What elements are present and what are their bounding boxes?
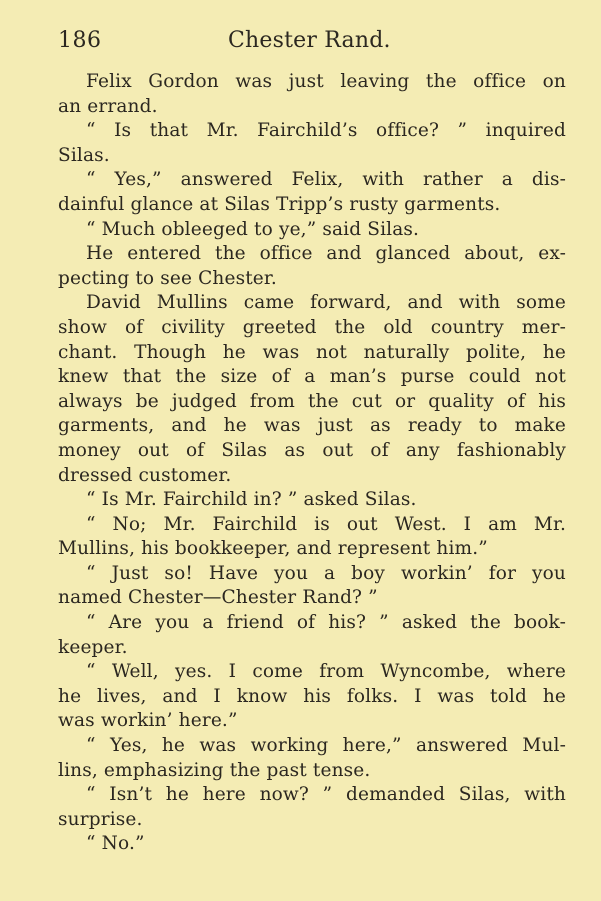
text-line: David Mullins came forward, and with some	[86, 292, 566, 314]
page-header	[58, 28, 566, 58]
text-line: show of civility greeted the old country mer-	[58, 316, 566, 338]
text-line: was workin’ here.”	[58, 710, 238, 732]
text-line: “ Is that Mr. Fairchild’s office? ” inquired	[86, 120, 566, 142]
text-line: dainful glance at Silas Tripp’s rusty garments.	[58, 193, 501, 215]
text-line: “ Is Mr. Fairchild in? ” asked Silas.	[86, 489, 417, 511]
text-line: keeper.	[58, 636, 128, 658]
text-line: Mullins, his bookkeeper, and represent him.”	[58, 538, 488, 560]
text-line: Silas.	[58, 144, 110, 166]
text-line: money out of Silas as out of any fashionably	[58, 439, 566, 461]
text-line: dressed customer.	[58, 464, 232, 486]
text-line: “ Well, yes. I come from Wyncombe, where	[86, 661, 566, 683]
page-number: 186	[58, 28, 102, 53]
text-line: “ Are you a friend of his? ” asked the book-	[86, 612, 566, 634]
text-line: “ No.”	[86, 833, 145, 855]
text-line: “ Yes, he was working here,” answered Mul-	[86, 735, 566, 757]
text-line: “ Just so! Have you a boy workin’ for you	[86, 562, 566, 584]
text-line: He entered the office and glanced about, ex-	[86, 243, 566, 265]
text-line: “ Isn’t he here now? ” demanded Silas, with	[86, 784, 566, 806]
text-line: Felix Gordon was just leaving the office on	[86, 71, 566, 92]
text-line: lins, emphasizing the past tense.	[58, 759, 371, 781]
text-line: garments, and he was just as ready to make	[58, 415, 566, 437]
text-line: an errand.	[58, 95, 158, 117]
text-line: named Chester—Chester Rand? ”	[58, 587, 378, 609]
text-line: “ Much obleeged to ye,” said Silas.	[86, 218, 420, 240]
text-line: pecting to see Chester.	[58, 267, 277, 289]
text-line: surprise.	[58, 808, 143, 830]
text-line: “ Yes,” answered Felix, with rather a dis-	[86, 169, 566, 191]
page-body	[58, 70, 566, 857]
text-line: always be judged from the cut or quality of his	[58, 390, 566, 412]
text-line: he lives, and I know his folks. I was told he	[58, 685, 566, 707]
text-line: knew that the size of a man’s purse could not	[58, 366, 566, 388]
text-line: chant. Though he was not naturally polite, he	[58, 341, 566, 363]
text-line: “ No; Mr. Fairchild is out West. I am Mr.	[86, 513, 566, 535]
running-head: Chester Rand.	[228, 28, 391, 53]
